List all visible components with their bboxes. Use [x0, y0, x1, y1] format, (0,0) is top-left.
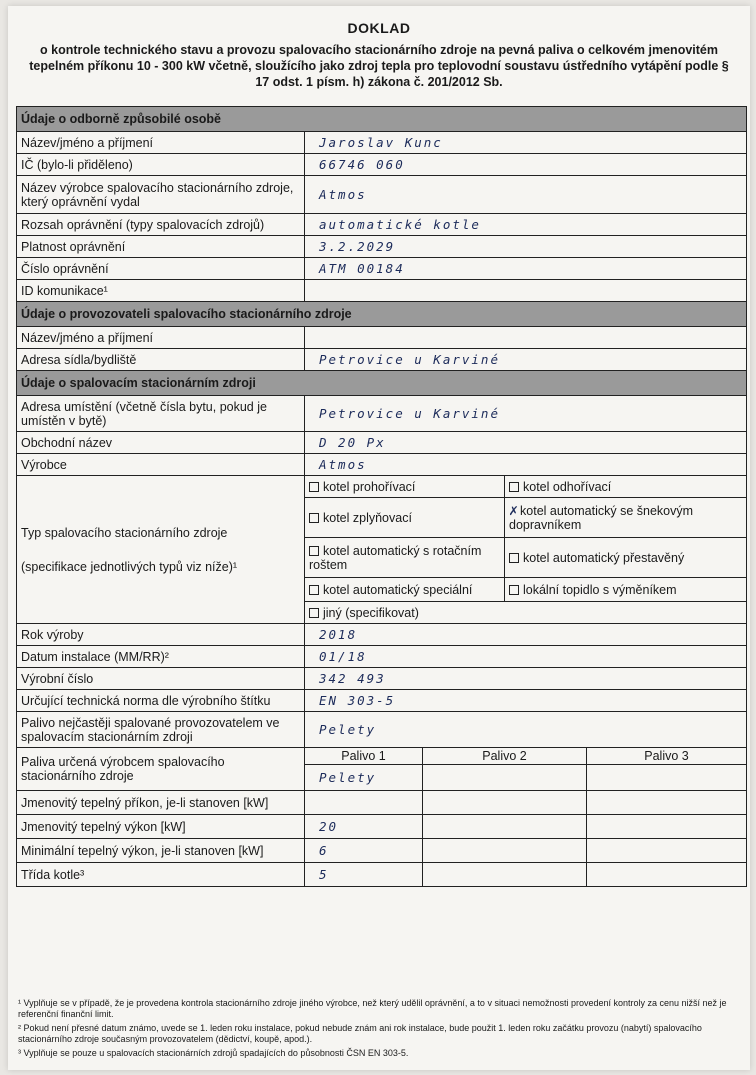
type-option-label: kotel automatický s rotačním roštem	[309, 543, 482, 572]
form-row	[17, 432, 747, 454]
checkbox-icon	[309, 585, 319, 595]
form-row	[17, 454, 747, 476]
field-label: Výrobce	[17, 454, 305, 476]
type-option-label: kotel zplyňovací	[323, 510, 412, 525]
form-row	[17, 327, 747, 349]
type-option-checkbox[interactable]	[305, 476, 505, 498]
field-label: Datum instalace (MM/RR)²	[17, 646, 305, 668]
form-row	[17, 132, 747, 154]
field-label: ID komunikace¹	[17, 280, 305, 302]
document-page	[8, 6, 750, 1070]
field-label: Adresa umístění (včetně čísla bytu, pokud je umístěn v bytě)	[17, 396, 305, 432]
rated-output-fuel-2[interactable]	[423, 815, 587, 839]
field-label: Název výrobce spalovacího stacionárního zdroje, který oprávnění vydal	[17, 176, 305, 214]
form-row	[17, 791, 747, 815]
checkbox-icon	[509, 585, 519, 595]
fuel-3-header: Palivo 3	[587, 748, 747, 765]
field-label: Třída kotle³	[17, 863, 305, 887]
type-option-checkbox[interactable]	[305, 578, 505, 602]
field-label: Obchodní název	[17, 432, 305, 454]
min-output-fuel-3[interactable]	[587, 839, 747, 863]
input-power-fuel-1[interactable]	[305, 791, 423, 815]
form-row	[17, 624, 747, 646]
field-label: Číslo oprávnění	[17, 258, 305, 280]
field-label: Rozsah oprávnění (typy spalovacích zdrojů)	[17, 214, 305, 236]
inspector-name-field[interactable]: Jaroslav Kunc	[305, 132, 747, 154]
checkbox-checked-icon: ✗	[509, 501, 519, 519]
section-header-source	[17, 371, 747, 396]
type-option-label: kotel prohořívací	[323, 479, 416, 494]
form-row	[17, 396, 747, 432]
type-option-checkbox[interactable]	[505, 498, 747, 538]
form-row	[17, 839, 747, 863]
fuel-header-row	[17, 748, 747, 765]
source-location-field[interactable]: Petrovice u Karviné	[305, 396, 747, 432]
rated-output-fuel-1[interactable]: 20	[305, 815, 423, 839]
field-label: Název/jméno a příjmení	[17, 132, 305, 154]
fuel-3-field[interactable]	[587, 765, 747, 791]
min-output-fuel-2[interactable]	[423, 839, 587, 863]
manufacture-year-field[interactable]: 2018	[305, 624, 747, 646]
checkbox-icon	[309, 546, 319, 556]
input-power-fuel-3[interactable]	[587, 791, 747, 815]
operator-name-field[interactable]	[305, 327, 747, 349]
field-label: IČ (bylo-li přiděleno)	[17, 154, 305, 176]
form-row	[17, 176, 747, 214]
fuel-2-field[interactable]	[423, 765, 587, 791]
footnote-2: ² Pokud není přesné datum známo, uvede se 1. leden roku instalace, pokud nebude znám ani rok instalace, bude použit 1. leden roku začátku provozu (nabytí) spalovacího stacionárního zdroje současným provozovatelem (dědictví, koupě, apod.).	[18, 1023, 702, 1044]
inspection-form-table	[16, 106, 747, 887]
boiler-class-fuel-1[interactable]: 5	[305, 863, 423, 887]
boiler-class-fuel-2[interactable]	[423, 863, 587, 887]
fuel-1-field[interactable]: Pelety	[305, 765, 423, 791]
checkbox-icon	[309, 608, 319, 618]
field-label: Název/jméno a příjmení	[17, 327, 305, 349]
checkbox-icon	[509, 553, 519, 563]
type-option-checkbox[interactable]	[305, 538, 505, 578]
type-option-checkbox[interactable]	[305, 602, 747, 624]
field-label: Jmenovitý tepelný příkon, je-li stanoven [kW]	[17, 791, 305, 815]
type-option-label: kotel automatický speciální	[323, 582, 473, 597]
trade-name-field[interactable]: D 20 Px	[305, 432, 747, 454]
document-subtitle: o kontrole technického stavu a provozu spalovacího stacionárního zdroje na pevná paliva o celkovém jmenovitém tepelném příkonu 10 - 300 kW včetně, sloužícího jako zdroj tepla pro teplovodní soustavu ústředního vytápění podle § 17 odst. 1 písm. h) zákona č. 201/2012 Sb.	[29, 43, 729, 89]
field-label: Platnost oprávnění	[17, 236, 305, 258]
common-fuel-field[interactable]: Pelety	[305, 712, 747, 748]
field-label: Minimální tepelný výkon, je-li stanoven [kW]	[17, 839, 305, 863]
form-row	[17, 668, 747, 690]
form-row	[17, 646, 747, 668]
checkbox-icon	[309, 482, 319, 492]
section-header-inspector	[17, 107, 747, 132]
section-header-operator	[17, 302, 747, 327]
field-label: Rok výroby	[17, 624, 305, 646]
form-row	[17, 154, 747, 176]
boiler-class-fuel-3[interactable]	[587, 863, 747, 887]
form-row	[17, 258, 747, 280]
serial-number-field[interactable]: 342 493	[305, 668, 747, 690]
field-label: Jmenovitý tepelný výkon [kW]	[17, 815, 305, 839]
type-option-checkbox[interactable]	[505, 578, 747, 602]
type-row	[17, 476, 747, 498]
form-row	[17, 214, 747, 236]
form-row	[17, 280, 747, 302]
type-option-checkbox[interactable]	[505, 476, 747, 498]
fuel-2-header: Palivo 2	[423, 748, 587, 765]
operator-address-field[interactable]: Petrovice u Karviné	[305, 349, 747, 371]
field-label: Palivo nejčastěji spalované provozovatelem ve spalovacím stacionárním zdroji	[17, 712, 305, 748]
authorizing-manufacturer-field[interactable]: Atmos	[305, 176, 747, 214]
field-label: Výrobní číslo	[17, 668, 305, 690]
footnote-1: ¹ Vyplňuje se v případě, že je provedena kontrola stacionárního zdroje jiného výrobce, než který udělil oprávnění, a to v situaci nemožnosti provedení kontroly za cenu nižší než je referenční finanční limit.	[18, 998, 727, 1019]
form-row	[17, 815, 747, 839]
form-row	[17, 236, 747, 258]
field-label: Paliva určená výrobcem spalovacího stacionárního zdroje	[17, 748, 305, 791]
type-option-checkbox[interactable]	[305, 498, 505, 538]
checkbox-icon	[309, 513, 319, 523]
inspector-ic-field[interactable]: 66746 060	[305, 154, 747, 176]
type-option-label: jiný (specifikovat)	[323, 605, 419, 620]
type-option-checkbox[interactable]	[505, 538, 747, 578]
form-row	[17, 712, 747, 748]
form-row	[17, 690, 747, 712]
authorization-number-field[interactable]: ATM 00184	[305, 258, 747, 280]
field-label: Adresa sídla/bydliště	[17, 349, 305, 371]
technical-standard-field[interactable]: EN 303-5	[305, 690, 747, 712]
section-title: Údaje o odborně způsobilé osobě	[17, 107, 747, 132]
type-option-label: lokální topidlo s výměníkem	[523, 582, 677, 597]
document-header	[8, 6, 750, 90]
min-output-fuel-1[interactable]: 6	[305, 839, 423, 863]
form-row	[17, 349, 747, 371]
source-type-label	[17, 476, 305, 624]
manufacturer-field[interactable]: Atmos	[305, 454, 747, 476]
fuel-1-header: Palivo 1	[305, 748, 423, 765]
field-label: Určující technická norma dle výrobního štítku	[17, 690, 305, 712]
section-title: Údaje o provozovateli spalovacího stacionárního zdroje	[17, 302, 747, 327]
checkbox-icon	[509, 482, 519, 492]
rated-output-fuel-3[interactable]	[587, 815, 747, 839]
section-title: Údaje o spalovacím stacionárním zdroji	[17, 371, 747, 396]
form-row	[17, 863, 747, 887]
source-type-note: (specifikace jednotlivých typů viz níže)¹	[21, 559, 238, 574]
footnote-3: ³ Vyplňuje se pouze u spalovacích stacionárních zdrojů spadajících do působnosti ČSN EN 303-5.	[18, 1048, 409, 1058]
install-date-field[interactable]: 01/18	[305, 646, 747, 668]
input-power-fuel-2[interactable]	[423, 791, 587, 815]
document-title: DOKLAD	[347, 20, 411, 36]
type-option-label: kotel odhořívací	[523, 479, 612, 494]
communication-id-field[interactable]	[305, 280, 747, 302]
type-option-label: kotel automatický se šnekovým dopravníkem	[509, 504, 694, 532]
footnotes	[18, 998, 744, 1062]
authorization-validity-field[interactable]: 3.2.2029	[305, 236, 747, 258]
source-type-title: Typ spalovacího stacionárního zdroje	[21, 525, 228, 540]
type-option-label: kotel automatický přestavěný	[523, 550, 685, 565]
authorization-scope-field[interactable]: automatické kotle	[305, 214, 747, 236]
